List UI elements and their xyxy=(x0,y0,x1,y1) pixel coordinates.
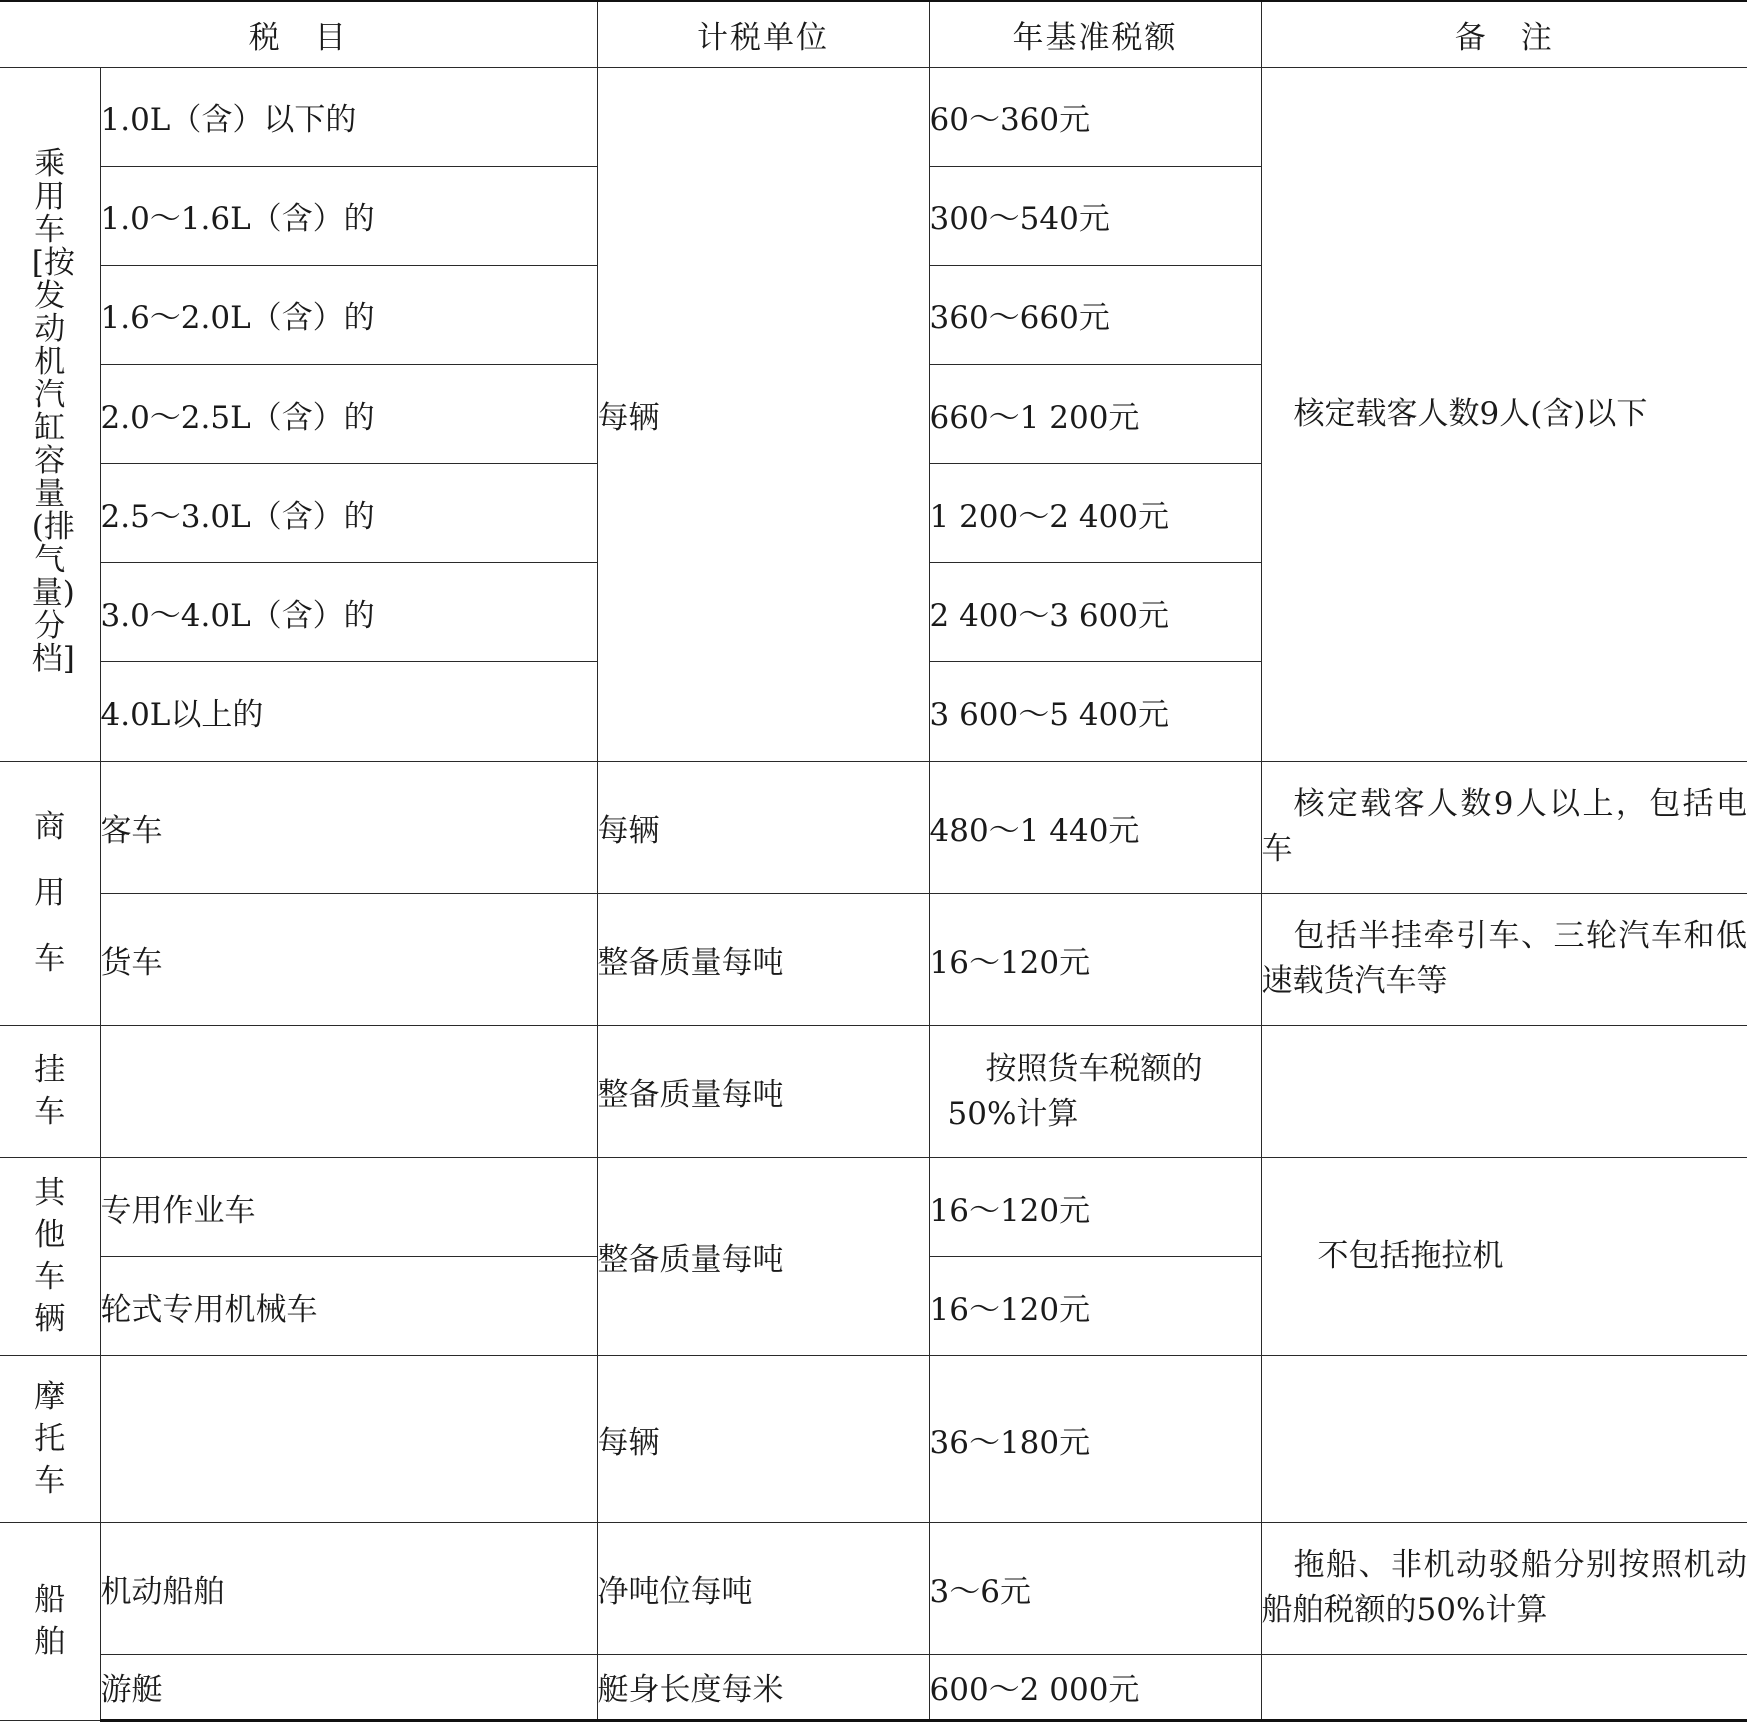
amount-cell: 3 600～5 400元 xyxy=(929,662,1261,761)
item-cell xyxy=(100,1025,597,1157)
header-amount: 年基准税额 xyxy=(929,1,1261,67)
amount-cell: 660～1 200元 xyxy=(929,365,1261,464)
table-row xyxy=(0,893,1747,1025)
header-unit: 计税单位 xyxy=(597,1,929,67)
unit-cell: 艇身长度每米 xyxy=(597,1654,929,1720)
amount-cell: 3～6元 xyxy=(929,1522,1261,1654)
item-cell: 游艇 xyxy=(100,1654,597,1720)
table-row xyxy=(0,1158,1747,1257)
note-cell: 不包括拖拉机 xyxy=(1261,1158,1747,1356)
item-cell: 1.0～1.6L（含）的 xyxy=(100,166,597,265)
note-cell: 核定载客人数9人(含)以下 xyxy=(1261,67,1747,761)
category-passenger: 乘用车[按发动机汽缸容量(排气量)分档] xyxy=(0,67,100,761)
unit-cell: 每辆 xyxy=(597,761,929,893)
item-cell: 2.5～3.0L（含）的 xyxy=(100,464,597,563)
note-cell: 核定载客人数9人以上，包括电车 xyxy=(1261,761,1747,893)
category-commercial: 商用车 xyxy=(0,761,100,1025)
note-cell xyxy=(1261,1654,1747,1720)
amount-cell: 600～2 000元 xyxy=(929,1654,1261,1720)
note-cell: 包括半挂牵引车、三轮汽车和低速载货汽车等 xyxy=(1261,893,1747,1025)
amount-cell: 480～1 440元 xyxy=(929,761,1261,893)
item-cell: 专用作业车 xyxy=(100,1158,597,1257)
item-cell: 机动船舶 xyxy=(100,1522,597,1654)
item-cell: 1.0L（含）以下的 xyxy=(100,67,597,166)
table-row xyxy=(0,761,1747,893)
amount-cell: 16～120元 xyxy=(929,1158,1261,1257)
item-cell xyxy=(100,1356,597,1522)
category-trailer: 挂车 xyxy=(0,1025,100,1157)
item-cell: 客车 xyxy=(100,761,597,893)
note-cell xyxy=(1261,1356,1747,1522)
table-row xyxy=(0,1654,1747,1720)
unit-cell: 整备质量每吨 xyxy=(597,1158,929,1356)
unit-cell: 整备质量每吨 xyxy=(597,893,929,1025)
header-item: 税 目 xyxy=(0,1,597,67)
header-note: 备 注 xyxy=(1261,1,1747,67)
category-other: 其他车辆 xyxy=(0,1158,100,1356)
table-row xyxy=(0,1025,1747,1157)
note-cell xyxy=(1261,1025,1747,1157)
amount-cell: 360～660元 xyxy=(929,265,1261,364)
item-cell: 轮式专用机械车 xyxy=(100,1257,597,1356)
amount-cell: 1 200～2 400元 xyxy=(929,464,1261,563)
amount-cell: 60～360元 xyxy=(929,67,1261,166)
table-row xyxy=(0,1522,1747,1654)
item-cell: 1.6～2.0L（含）的 xyxy=(100,265,597,364)
item-cell: 4.0L以上的 xyxy=(100,662,597,761)
item-cell: 2.0～2.5L（含）的 xyxy=(100,365,597,464)
unit-cell: 净吨位每吨 xyxy=(597,1522,929,1654)
header-row xyxy=(0,1,1747,67)
category-ship: 船舶 xyxy=(0,1522,100,1720)
unit-cell: 每辆 xyxy=(597,1356,929,1522)
amount-cell: 按照货车税额的50%计算 xyxy=(929,1025,1261,1157)
unit-cell: 整备质量每吨 xyxy=(597,1025,929,1157)
amount-cell: 2 400～3 600元 xyxy=(929,563,1261,662)
amount-cell: 16～120元 xyxy=(929,1257,1261,1356)
table-row xyxy=(0,67,1747,166)
item-cell: 3.0～4.0L（含）的 xyxy=(100,563,597,662)
table-row xyxy=(0,1356,1747,1522)
amount-cell: 16～120元 xyxy=(929,893,1261,1025)
amount-cell: 36～180元 xyxy=(929,1356,1261,1522)
category-motorcycle: 摩托车 xyxy=(0,1356,100,1522)
unit-cell: 每辆 xyxy=(597,67,929,761)
item-cell: 货车 xyxy=(100,893,597,1025)
note-cell: 拖船、非机动驳船分别按照机动船舶税额的50%计算 xyxy=(1261,1522,1747,1654)
amount-cell: 300～540元 xyxy=(929,166,1261,265)
